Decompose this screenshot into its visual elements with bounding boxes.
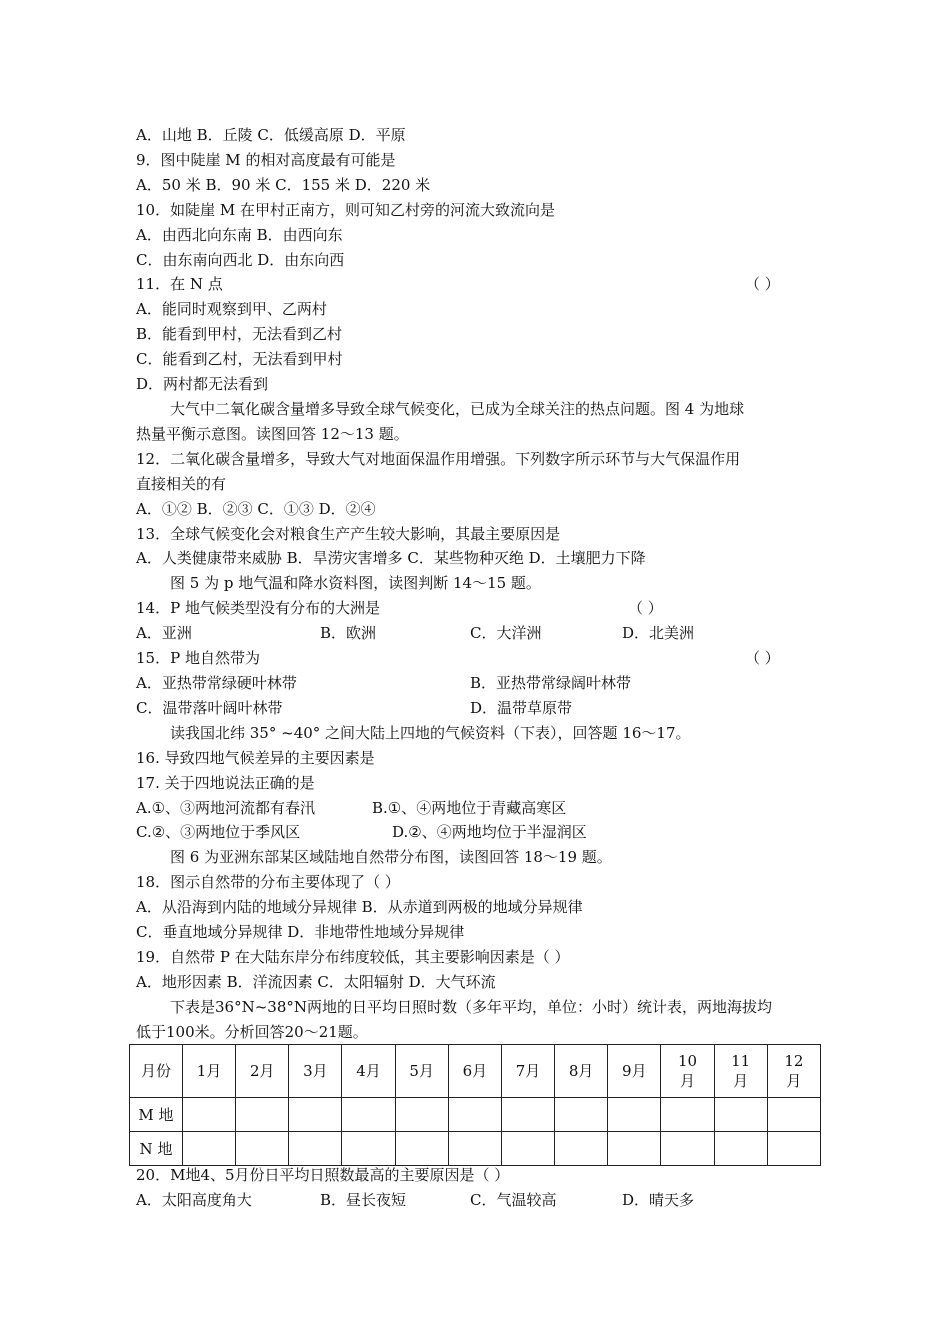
q11-stem: 11．在 N 点	[136, 275, 223, 293]
empty-cell	[236, 1098, 289, 1132]
q17-stem: 17. 关于四地说法正确的是	[136, 774, 315, 792]
q19-options: A．地形因素 B．洋流因素 C．太阳辐射 D．大气环流	[136, 973, 496, 991]
q15-answer-paren: （ ）	[745, 649, 780, 667]
q17-option-d: D.②、④两地均位于半湿润区	[392, 823, 587, 841]
intro-20-21-line2: 低于100米。分析回答20～21题。	[136, 1023, 368, 1041]
q19-stem: 19．自然带 P 在大陆东岸分布纬度较低，其主要影响因素是（ ）	[136, 948, 570, 966]
q18-options-1: A．从沿海到内陆的地域分异规律 B．从赤道到两极的地域分异规律	[136, 898, 583, 916]
table-header-cell: 4月	[342, 1045, 395, 1098]
empty-cell	[448, 1098, 501, 1132]
table-header-cell: 8月	[555, 1045, 608, 1098]
q20-option-c: C．气温较高	[470, 1191, 557, 1209]
intro-20-21-line1: 下表是36°N~38°N两地的日平均日照时数（多年平均，单位：小时）统计表，两地海拔均	[170, 998, 772, 1016]
q18-options-2: C．垂直地域分异规律 D．非地带性地域分异规律	[136, 923, 465, 941]
q15-option-a: A．亚热带常绿硬叶林带	[136, 674, 297, 692]
q12-stem-line2: 直接相关的有	[136, 475, 227, 493]
sunshine-table	[129, 1044, 821, 1166]
q18-stem: 18．图示自然带的分布主要体现了（ ）	[136, 873, 400, 891]
q10-options-2: C．由东南向西北 D．由东向西	[136, 251, 345, 269]
q20-option-a: A．太阳高度角大	[136, 1191, 252, 1209]
table-header-cell: 月份	[130, 1045, 183, 1098]
empty-cell	[342, 1098, 395, 1132]
table-header-cell: 11月	[714, 1045, 767, 1098]
q11-answer-paren: （ ）	[745, 275, 780, 293]
table-row	[130, 1132, 821, 1166]
empty-cell	[714, 1132, 767, 1166]
q16-stem: 16. 导致四地气候差异的主要因素是	[136, 749, 375, 767]
table-header-cell: 9月	[608, 1045, 661, 1098]
intro-14-15: 图 5 为 p 地气温和降水资料图，读图判断 14～15 题。	[170, 574, 541, 592]
intro-12-13-line2: 热量平衡示意图。读图回答 12～13 题。	[136, 425, 409, 443]
q14-option-a: A．亚洲	[136, 624, 192, 642]
table-header-cell: 10月	[661, 1045, 714, 1098]
q14-stem: 14．P 地气候类型没有分布的大洲是	[136, 599, 380, 617]
table-header-cell: 7月	[501, 1045, 554, 1098]
intro-12-13-line1: 大气中二氧化碳含量增多导致全球气候变化，已成为全球关注的热点问题。图 4 为地球	[170, 400, 745, 418]
empty-cell	[501, 1132, 554, 1166]
q13-options: A．人类健康带来威胁 B．旱涝灾害增多 C．某些物种灭绝 D．土壤肥力下降	[136, 549, 646, 567]
q15-stem: 15．P 地自然带为	[136, 649, 260, 667]
empty-cell	[342, 1132, 395, 1166]
empty-cell	[661, 1132, 714, 1166]
empty-cell	[183, 1132, 236, 1166]
table-header-cell: 12月	[767, 1045, 820, 1098]
table-header-cell: 6月	[448, 1045, 501, 1098]
empty-cell	[555, 1098, 608, 1132]
empty-cell	[608, 1132, 661, 1166]
q11-option-b: B．能看到甲村，无法看到乙村	[136, 325, 343, 343]
empty-cell	[448, 1132, 501, 1166]
q10-stem: 10．如陡崖 M 在甲村正南方，则可知乙村旁的河流大致流向是	[136, 201, 555, 219]
q14-option-c: C．大洋洲	[470, 624, 542, 642]
q17-option-a: A.①、③两地河流都有春汛	[136, 799, 316, 817]
empty-cell	[395, 1098, 448, 1132]
q11-option-c: C．能看到乙村，无法看到甲村	[136, 350, 343, 368]
q15-option-c: C．温带落叶阔叶林带	[136, 699, 283, 717]
q12-stem-line1: 12．二氧化碳含量增多，导致大气对地面保温作用增强。下列数字所示环节与大气保温作用	[136, 450, 741, 468]
q9-options: A．50 米 B．90 米 C．155 米 D．220 米	[136, 176, 431, 194]
table-header-cell: 5月	[395, 1045, 448, 1098]
empty-cell	[608, 1098, 661, 1132]
q20-option-d: D．晴天多	[622, 1191, 695, 1209]
q20-option-b: B．昼长夜短	[320, 1191, 407, 1209]
intro-16-17: 读我国北纬 35° ~40° 之间大陆上四地的气候资料（下表），回答题 16～17。	[170, 724, 691, 742]
table-header-cell: 1月	[183, 1045, 236, 1098]
q13-stem: 13．全球气候变化会对粮食生产产生较大影响，其最主要原因是	[136, 525, 561, 543]
q10-options-1: A．由西北向东南 B．由西向东	[136, 226, 343, 244]
empty-cell	[183, 1098, 236, 1132]
empty-cell	[767, 1098, 820, 1132]
q15-option-d: D．温带草原带	[470, 699, 573, 717]
table-header-row	[130, 1045, 821, 1098]
q17-option-b: B.①、④两地位于青藏高寒区	[372, 799, 567, 817]
empty-cell	[289, 1098, 342, 1132]
empty-cell	[236, 1132, 289, 1166]
q12-options: A．①② B．②③ C．①③ D．②④	[136, 500, 376, 518]
q11-option-d: D．两村都无法看到	[136, 375, 269, 393]
q15-option-b: B．亚热带常绿阔叶林带	[470, 674, 632, 692]
q9-stem: 9．图中陡崖 M 的相对高度最有可能是	[136, 151, 396, 169]
empty-cell	[395, 1132, 448, 1166]
q8-options: A．山地 B．丘陵 C．低缓高原 D．平原	[136, 126, 406, 144]
q11-option-a: A．能同时观察到甲、乙两村	[136, 300, 327, 318]
q14-option-d: D．北美洲	[622, 624, 695, 642]
q14-answer-paren: （ ）	[628, 599, 663, 617]
q20-stem: 20．M地4、5月份日平均日照数最高的主要原因是（ ）	[136, 1166, 510, 1184]
empty-cell	[767, 1132, 820, 1166]
q17-option-c: C.②、③两地位于季风区	[136, 823, 301, 841]
empty-cell	[289, 1132, 342, 1166]
row-label-m: M 地	[130, 1098, 183, 1132]
row-label-n: N 地	[130, 1132, 183, 1166]
table-row	[130, 1098, 821, 1132]
empty-cell	[714, 1098, 767, 1132]
empty-cell	[555, 1132, 608, 1166]
q14-option-b: B．欧洲	[320, 624, 377, 642]
empty-cell	[661, 1098, 714, 1132]
empty-cell	[501, 1098, 554, 1132]
intro-18-19: 图 6 为亚洲东部某区域陆地自然带分布图，读图回答 18～19 题。	[170, 848, 612, 866]
table-header-cell: 2月	[236, 1045, 289, 1098]
table-header-cell: 3月	[289, 1045, 342, 1098]
